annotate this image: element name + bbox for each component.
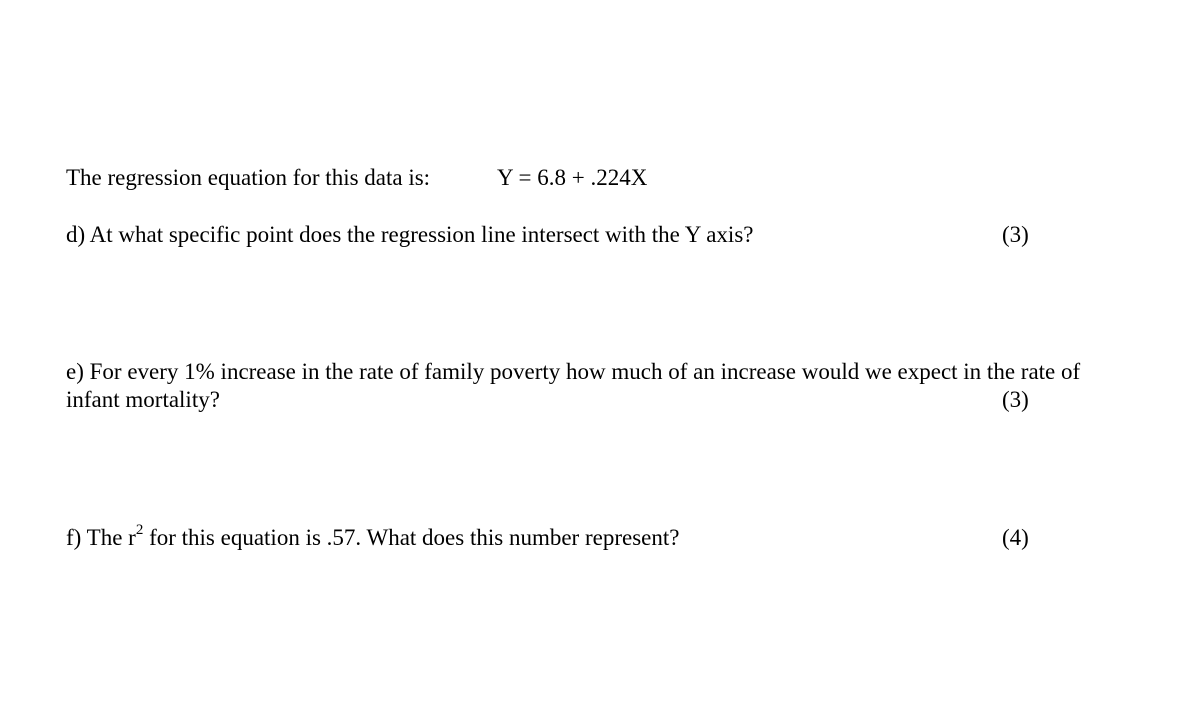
question-f-suffix: for this equation is .57. What does this number represent?	[143, 525, 680, 550]
question-f-points: (4)	[1002, 525, 1029, 550]
question-e-points: (3)	[1002, 387, 1029, 412]
regression-intro-label: The regression equation for this data is:	[66, 165, 431, 190]
question-d-text: d) At what specific point does the regression line intersect with the Y axis?	[66, 222, 754, 247]
question-e-text-line2: infant mortality?	[66, 387, 220, 412]
question-f-superscript: 2	[135, 522, 144, 539]
question-f-text	[66, 524, 679, 551]
regression-equation: Y = 6.8 + .224X	[497, 165, 648, 190]
question-f-prefix: f) The r	[66, 525, 136, 550]
question-d-points: (3)	[1002, 222, 1029, 247]
question-e-text-line1: e) For every 1% increase in the rate of family poverty how much of an increase would we expect in the rate of	[66, 359, 1081, 384]
